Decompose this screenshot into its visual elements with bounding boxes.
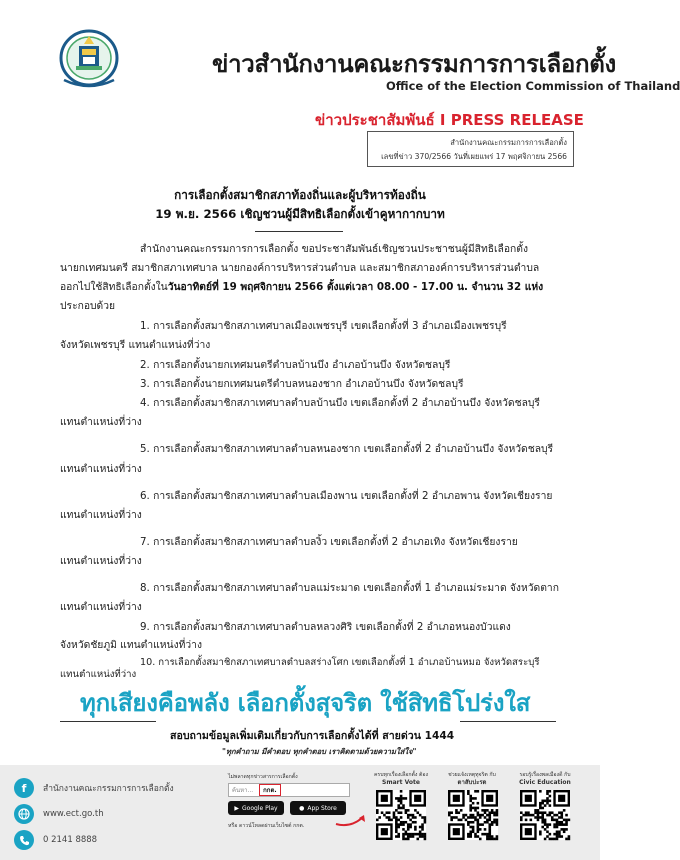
app-search-placeholder: ค้นหา... (232, 787, 254, 794)
facebook-link[interactable] (14, 778, 174, 798)
phone-icon (14, 830, 34, 850)
ect-logo (58, 28, 120, 92)
qr-report-caption-line1: ช่วยแจ้งเหตุทุจริต กับ (448, 772, 496, 778)
election-date-highlight: วันอาทิตย์ที่ 19 พฤศจิกายน 2566 ตั้งแต่เวลา 08.00 - 17.00 น. จำนวน 32 แห่ง (167, 281, 544, 293)
list-item-line1: 1. การเลือกตั้งสมาชิกสภาเทศบาลเมืองเพชรบุรี เขตเลือกตั้งที่ 3 อำเภอเมืองเพชรบุรี (140, 320, 507, 332)
list-item-line1: 4. การเลือกตั้งสมาชิกสภาเทศบาลตำบลบ้านบึง เขตเลือกตั้งที่ 2 อำเภอบ้านบึง จังหวัดชลบุรี (140, 397, 540, 409)
list-item-line2: แทนตำแหน่งที่ว่าง (60, 463, 142, 475)
qr-report-caption-line2: ตาสับปะรด (457, 779, 487, 786)
app-search-value: กกต. (259, 784, 280, 796)
reference-number: เลขที่ข่าว 370/2566 วันที่เผยแพร่ 17 พฤศจิกายน 2566 (381, 152, 567, 161)
google-play-button[interactable] (228, 801, 284, 815)
list-item-line2: จังหวัดเพชรบุรี แทนตำแหน่งที่ว่าง (60, 339, 211, 351)
news-title (60, 186, 540, 224)
list-item-line1: 9. การเลือกตั้งสมาชิกสภาเทศบาลตำบลหลวงศิริ เขตเลือกตั้งที่ 2 อำเภอหนองบัวแดง (140, 621, 511, 633)
google-play-label: Google Play (242, 804, 278, 812)
website-link[interactable] (14, 804, 104, 824)
qr-civic-education[interactable] (520, 790, 570, 844)
news-title-line2: 19 พ.ย. 2566 เชิญชวนผู้มีสิทธิเลือกตั้งเข้าคูหากากบาท (155, 207, 445, 221)
intro-line-1: สำนักงานคณะกรรมการการเลือกตั้ง ขอประชาสัมพันธ์เชิญชวนประชาชนผู้มีสิทธิเลือกตั้ง (140, 243, 528, 255)
app-footnote: หรือ ดาวน์โหลดผ่านเว็บไซต์ กกต. (228, 823, 305, 829)
news-title-line1: การเลือกตั้งสมาชิกสภาท้องถิ่นและผู้บริหารท้องถิ่น (174, 188, 426, 202)
qr-civic-caption (514, 772, 576, 786)
reference-office: สำนักงานคณะกรรมการการเลือกตั้ง (450, 138, 567, 147)
arrow-icon (334, 812, 368, 828)
list-item-line1: 6. การเลือกตั้งสมาชิกสภาเทศบาลตำบลเมืองพาน เขตเลือกตั้งที่ 2 อำเภอพาน จังหวัดเชียงราย (140, 490, 553, 502)
app-search-bar[interactable] (228, 783, 350, 797)
hotline-divider-right (460, 721, 556, 722)
hotline-tagline: "ทุกคำถาม มีคำตอบ ทุกคำตอบ เราคิดตามด้วยความใส่ใจ" (222, 747, 417, 756)
intro-line-4: ประกอบด้วย (60, 300, 116, 312)
hotline-divider-left (60, 721, 156, 722)
campaign-slogan: ทุกเสียงคือพลัง เลือกตั้งสุจริต ใช้สิทธิโปร่งใส (80, 689, 531, 717)
facebook-label: สำนักงานคณะกรรมการการเลือกตั้ง (43, 784, 174, 794)
list-item-line2: แทนตำแหน่งที่ว่าง (60, 669, 137, 680)
phone-label: 0 2141 8888 (43, 835, 98, 845)
list-item-line1: 8. การเลือกตั้งสมาชิกสภาเทศบาลตำบลแม่ระมาด เขตเลือกตั้งที่ 1 อำเภอแม่ระมาด จังหวัดตาก (140, 582, 559, 594)
qr-civic-caption-line1: รอบรู้เรื่องพลเมืองดี กับ (519, 772, 571, 778)
intro-line-3-prefix: ออกไปใช้สิทธิเลือกตั้งใน (60, 281, 168, 293)
qr-report-caption (441, 772, 503, 786)
phone-link[interactable] (14, 830, 97, 850)
list-item-line2: แทนตำแหน่งที่ว่าง (60, 555, 142, 567)
website-label: www.ect.go.th (43, 809, 104, 819)
intro-line-2: นายกเทศมนตรี สมาชิกสภาเทศบาล นายกองค์การบริหารส่วนตำบล และสมาชิกสภาองค์การบริหารส่วนตำบล (60, 262, 540, 274)
org-name-th: ข่าวสำนักงานคณะกรรมการการเลือกตั้ง (212, 50, 616, 78)
qr-smart-vote-caption-line2: Smart Vote (382, 779, 420, 786)
org-name-en: Office of the Election Commission of Thailand (386, 79, 680, 93)
app-store-label: App Store (307, 804, 337, 812)
news-reference-box (367, 131, 574, 167)
title-divider (255, 231, 343, 232)
list-item-line2: แทนตำแหน่งที่ว่าง (60, 601, 142, 613)
qr-smart-vote-caption-line1: ครบทุกเรื่องเลือกตั้ง ต้อง (373, 772, 429, 778)
qr-smart-vote[interactable] (376, 790, 426, 844)
press-release-label: ข่าวประชาสัมพันธ์ I PRESS RELEASE (315, 111, 584, 129)
list-item-line2: แทนตำแหน่งที่ว่าง (60, 416, 142, 428)
globe-icon (14, 804, 34, 824)
list-item-line1: 5. การเลือกตั้งสมาชิกสภาเทศบาลตำบลหนองชาก เขตเลือกตั้งที่ 2 อำเภอบ้านบึง จังหวัดชลบุรี (140, 443, 554, 455)
qr-report-fraud[interactable] (448, 790, 498, 844)
list-item-line2: จังหวัดชัยภูมิ แทนตำแหน่งที่ว่าง (60, 639, 202, 651)
hotline-text: สอบถามข้อมูลเพิ่มเติมเกี่ยวกับการเลือกตั้งได้ที่ สายด่วน 1444 (170, 730, 455, 742)
list-item-line1: 2. การเลือกตั้งนายกเทศมนตรีตำบลบ้านบึง อำเภอบ้านบึง จังหวัดชลบุรี (140, 359, 451, 371)
apple-icon: ● (299, 804, 305, 812)
list-item-line1: 7. การเลือกตั้งสมาชิกสภาเทศบาลตำบลงิ้ว เขตเลือกตั้งที่ 2 อำเภอเทิง จังหวัดเชียงราย (140, 536, 518, 548)
list-item-line1: 3. การเลือกตั้งนายกเทศมนตรีตำบลหนองชาก อำเภอบ้านบึง จังหวัดชลบุรี (140, 378, 464, 390)
app-caption: ไม่พลาดทุกข่าวสารการเลือกตั้ง (228, 774, 298, 780)
qr-civic-caption-line2: Civic Education (519, 779, 571, 786)
play-icon: ▶ (234, 804, 240, 812)
intro-line-3 (60, 278, 543, 297)
qr-smart-vote-caption (370, 772, 432, 786)
list-item-line2: แทนตำแหน่งที่ว่าง (60, 509, 142, 521)
list-item-line1: 10. การเลือกตั้งสมาชิกสภาเทศบาลตำบลสร่างโศก เขตเลือกตั้งที่ 1 อำเภอบ้านหมอ จังหวัดสระบุรี (140, 657, 540, 668)
facebook-icon: f (14, 778, 34, 798)
